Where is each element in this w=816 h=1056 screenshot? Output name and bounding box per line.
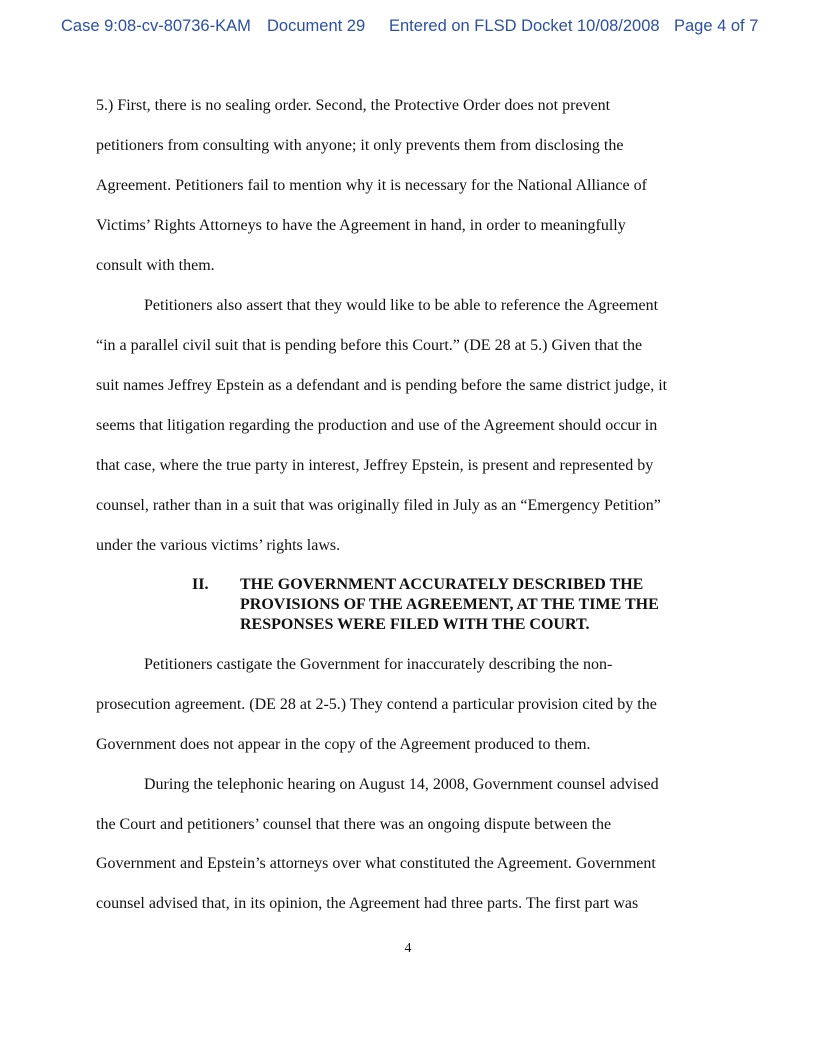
text-line: During the telephonic hearing on August 14, 2008, Government counsel advised <box>144 776 659 793</box>
text-line: seems that litigation regarding the production and use of the Agreement should occur in <box>96 417 658 434</box>
text-line: suit names Jeffrey Epstein as a defendant and is pending before the same district judge, it <box>96 377 668 394</box>
text-line: Government does not appear in the copy of the Agreement produced to them. <box>96 736 591 753</box>
heading-line: THE GOVERNMENT ACCURATELY DESCRIBED THE <box>240 576 644 593</box>
heading-line: RESPONSES WERE FILED WITH THE COURT. <box>240 616 590 633</box>
text-line: Agreement. Petitioners fail to mention why it is necessary for the National Alliance of <box>96 177 647 194</box>
text-line: petitioners from consulting with anyone; it only prevents them from disclosing the <box>96 137 624 154</box>
text-line: consult with them. <box>96 257 215 274</box>
heading-line: PROVISIONS OF THE AGREEMENT, AT THE TIME THE <box>240 596 659 613</box>
docket-entry-date: Entered on FLSD Docket 10/08/2008 <box>389 17 660 35</box>
case-number: Case 9:08-cv-80736-KAM <box>61 17 251 35</box>
docket-header <box>0 17 816 39</box>
text-line: under the various victims’ rights laws. <box>96 537 341 554</box>
page-indicator: Page 4 of 7 <box>674 17 759 35</box>
text-line: Government and Epstein’s attorneys over what constituted the Agreement. Government <box>96 855 656 872</box>
section-number: II. <box>192 576 209 593</box>
text-line: counsel advised that, in its opinion, the Agreement had three parts. The first part was <box>96 895 639 912</box>
text-line: counsel, rather than in a suit that was originally filed in July as an “Emergency Petition” <box>96 497 661 514</box>
document-number: Document 29 <box>267 17 366 35</box>
text-line: “in a parallel civil suit that is pending before this Court.” (DE 28 at 5.) Given that the <box>96 337 643 354</box>
text-line: Petitioners also assert that they would like to be able to reference the Agreement <box>144 297 659 314</box>
text-line: the Court and petitioners’ counsel that there was an ongoing dispute between the <box>96 816 612 833</box>
page-number: 4 <box>404 941 412 956</box>
text-line: prosecution agreement. (DE 28 at 2-5.) They contend a particular provision cited by the <box>96 696 657 713</box>
text-line: that case, where the true party in interest, Jeffrey Epstein, is present and represented by <box>96 457 654 474</box>
text-line: Victims’ Rights Attorneys to have the Agreement in hand, in order to meaningfully <box>96 217 626 234</box>
text-line: Petitioners castigate the Government for inaccurately describing the non- <box>144 656 613 673</box>
text-line: 5.) First, there is no sealing order. Second, the Protective Order does not prevent <box>96 97 611 114</box>
